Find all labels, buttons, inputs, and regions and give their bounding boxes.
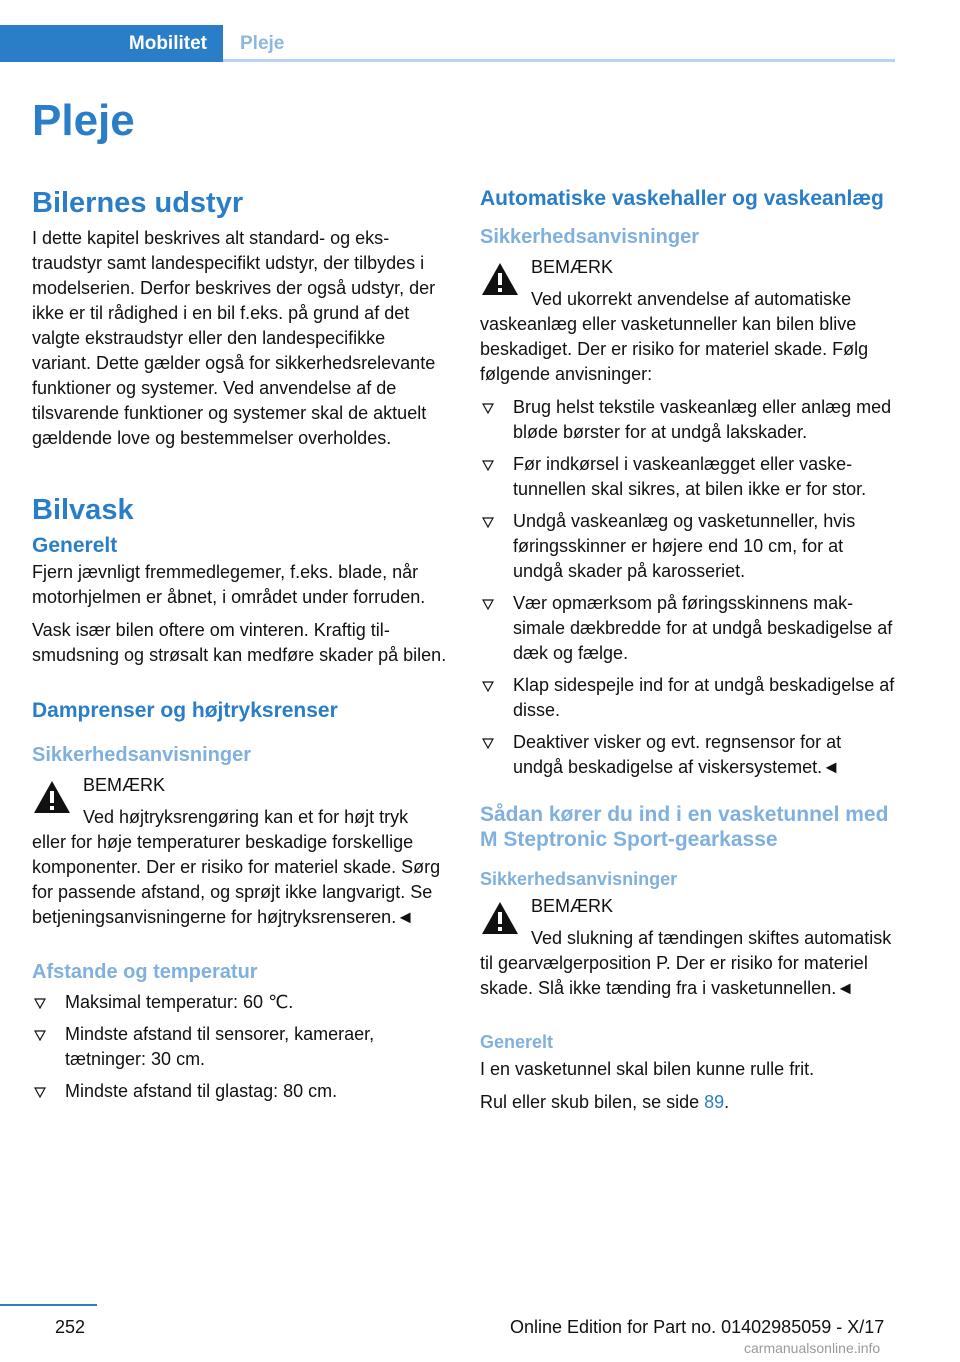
- notice-label: BEMÆRK: [531, 257, 614, 277]
- triangle-bullet-icon: [34, 997, 46, 1009]
- heading-bilvask: Bilvask: [32, 494, 134, 526]
- triangle-bullet-icon: [482, 737, 494, 749]
- notice-hoejtryk: [32, 773, 447, 930]
- list-item: Maksimal temperatur: 60 ℃.: [32, 990, 447, 1015]
- paragraph-udstyr: I dette kapitel beskrives alt standard- og ekstraudstyr samt landespecifikt udstyr, der tilbydes i modelserien. Derfor beskrives der også udstyr, der ikke er til rådighed i en bil f.eks. på grund af det valgte ekstraudstyr eller den landespecifikke variant. Dette gælder også for sikkerhedsrelevante funktioner og systemer. Ved anvendelse af de tilsvarende funktioner og systemer skal de aktuelt gældende love og bestemmelser overholdes.: [32, 228, 436, 448]
- watermark: carmanualsonline.info: [744, 1340, 881, 1356]
- list-item: Vær opmærksom på føringsskinnens maksimale dækbredde for at undgå beskadigelse af dæk og fælge.: [480, 591, 895, 666]
- triangle-bullet-icon: [482, 402, 494, 414]
- heading-vasketunnel: Sådan kører du ind i en vasketunnel med M Steptronic Sport-gearkasse: [480, 803, 889, 851]
- right-column: [480, 186, 895, 1123]
- notice-text: Ved ukorrekt anvendelse af automatiske vaskeanlæg eller vasketunneller kan bilen blive beskadiget. Der er risiko for materiel skade. Følg følgende anvisninger:: [480, 289, 869, 384]
- page-title: Pleje: [32, 96, 135, 145]
- triangle-bullet-icon: [34, 1086, 46, 1098]
- heading-generelt: Generelt: [32, 534, 118, 557]
- paragraph-tunnel-2: Rul eller skub bilen, se side 89.: [480, 1092, 730, 1112]
- triangle-bullet-icon: [482, 516, 494, 528]
- footer-edition: Online Edition for Part no. 01402985059 - X/17: [510, 1317, 885, 1337]
- notice-label: BEMÆRK: [531, 896, 614, 916]
- footer-rule: [0, 1304, 97, 1306]
- list-item: Mindste afstand til glastag: 80 cm.: [32, 1079, 447, 1104]
- list-item: Deaktiver visker og evt. regnsensor for at undgå beskadigelse af viskersystemet.◄: [480, 730, 895, 780]
- list-item: Før indkørsel i vaskeanlægget eller vasketunnellen skal sikres, at bilen ikke er for stor.: [480, 452, 895, 502]
- triangle-bullet-icon: [482, 598, 494, 610]
- triangle-bullet-icon: [482, 680, 494, 692]
- triangle-bullet-icon: [482, 459, 494, 471]
- paragraph-tunnel-1: I en vasketunnel skal bilen kunne rulle frit.: [480, 1059, 815, 1079]
- notice-text: Ved slukning af tændingen skiftes automatisk til gearvælgerposition P. Der er risiko for materiel skade. Slå ikke tænding fra i vasketunnellen.◄: [480, 928, 892, 998]
- heading-bilernes-udstyr: Bilernes udstyr: [32, 187, 244, 219]
- paragraph-generelt-2: Vask især bilen oftere om vinteren. Kraftig tilsmudsning og strøsalt kan medføre skader på bilen.: [32, 620, 447, 665]
- tab-mobilitet[interactable]: Mobilitet: [0, 25, 223, 62]
- heading-sikkerhedsanvisninger-auto: Sikkerhedsanvisninger: [480, 226, 699, 248]
- heading-sikkerhedsanvisninger-tunnel: Sikkerhedsanvisninger: [480, 869, 678, 889]
- notice-vasketunnel: [480, 894, 895, 1001]
- notice-label: BEMÆRK: [83, 775, 166, 795]
- list-item: Undgå vaskeanlæg og vasketunneller, hvis føringsskinner er højere end 10 cm, for at undgå skader på karosseriet.: [480, 509, 895, 584]
- list-item: Mindste afstand til sensorer, kameraer, tætninger: 30 cm.: [32, 1022, 447, 1072]
- tab-underline: [223, 59, 895, 62]
- page-link[interactable]: 89: [704, 1092, 725, 1112]
- heading-generelt-tunnel: Generelt: [480, 1032, 554, 1052]
- tab-pleje[interactable]: Pleje: [240, 32, 285, 54]
- list-afstand: [32, 990, 447, 1104]
- heading-afstande-temperatur: Afstande og temperatur: [32, 961, 258, 983]
- paragraph-generelt-1: Fjern jævnligt fremmedlegemer, f.eks. blade, når motorhjelmen er åbnet, i området under forruden.: [32, 562, 426, 607]
- header-tabbar: [0, 25, 895, 62]
- heading-sikkerhedsanvisninger: Sikkerhedsanvisninger: [32, 744, 251, 766]
- page-number: 252: [55, 1317, 86, 1337]
- list-item: Klap sidespejle ind for at undgå beskadigelse af disse.: [480, 673, 895, 723]
- left-column: [32, 186, 447, 1112]
- heading-automatiske-vaskehaller: Automatiske vaskehaller og vaskeanlæg: [480, 187, 884, 210]
- heading-damprenser: Damprenser og højtryksrenser: [32, 699, 338, 722]
- notice-text: Ved højtryksrengøring kan et for højt tryk eller for høje temperaturer beskadige forskellige komponenter. Der er risiko for materiel skade. Sørg for passende afstand, og sprøjt ikke langvarigt. Se betjeningsanvisningerne for højtryksrenseren.◄: [32, 807, 441, 927]
- list-vaskeanlaeg: [480, 395, 895, 780]
- notice-vaskeanlaeg: [480, 255, 895, 387]
- list-item: Brug helst tekstile vaskeanlæg eller anlæg med bløde børster for at undgå lakskader.: [480, 395, 895, 445]
- triangle-bullet-icon: [34, 1029, 46, 1041]
